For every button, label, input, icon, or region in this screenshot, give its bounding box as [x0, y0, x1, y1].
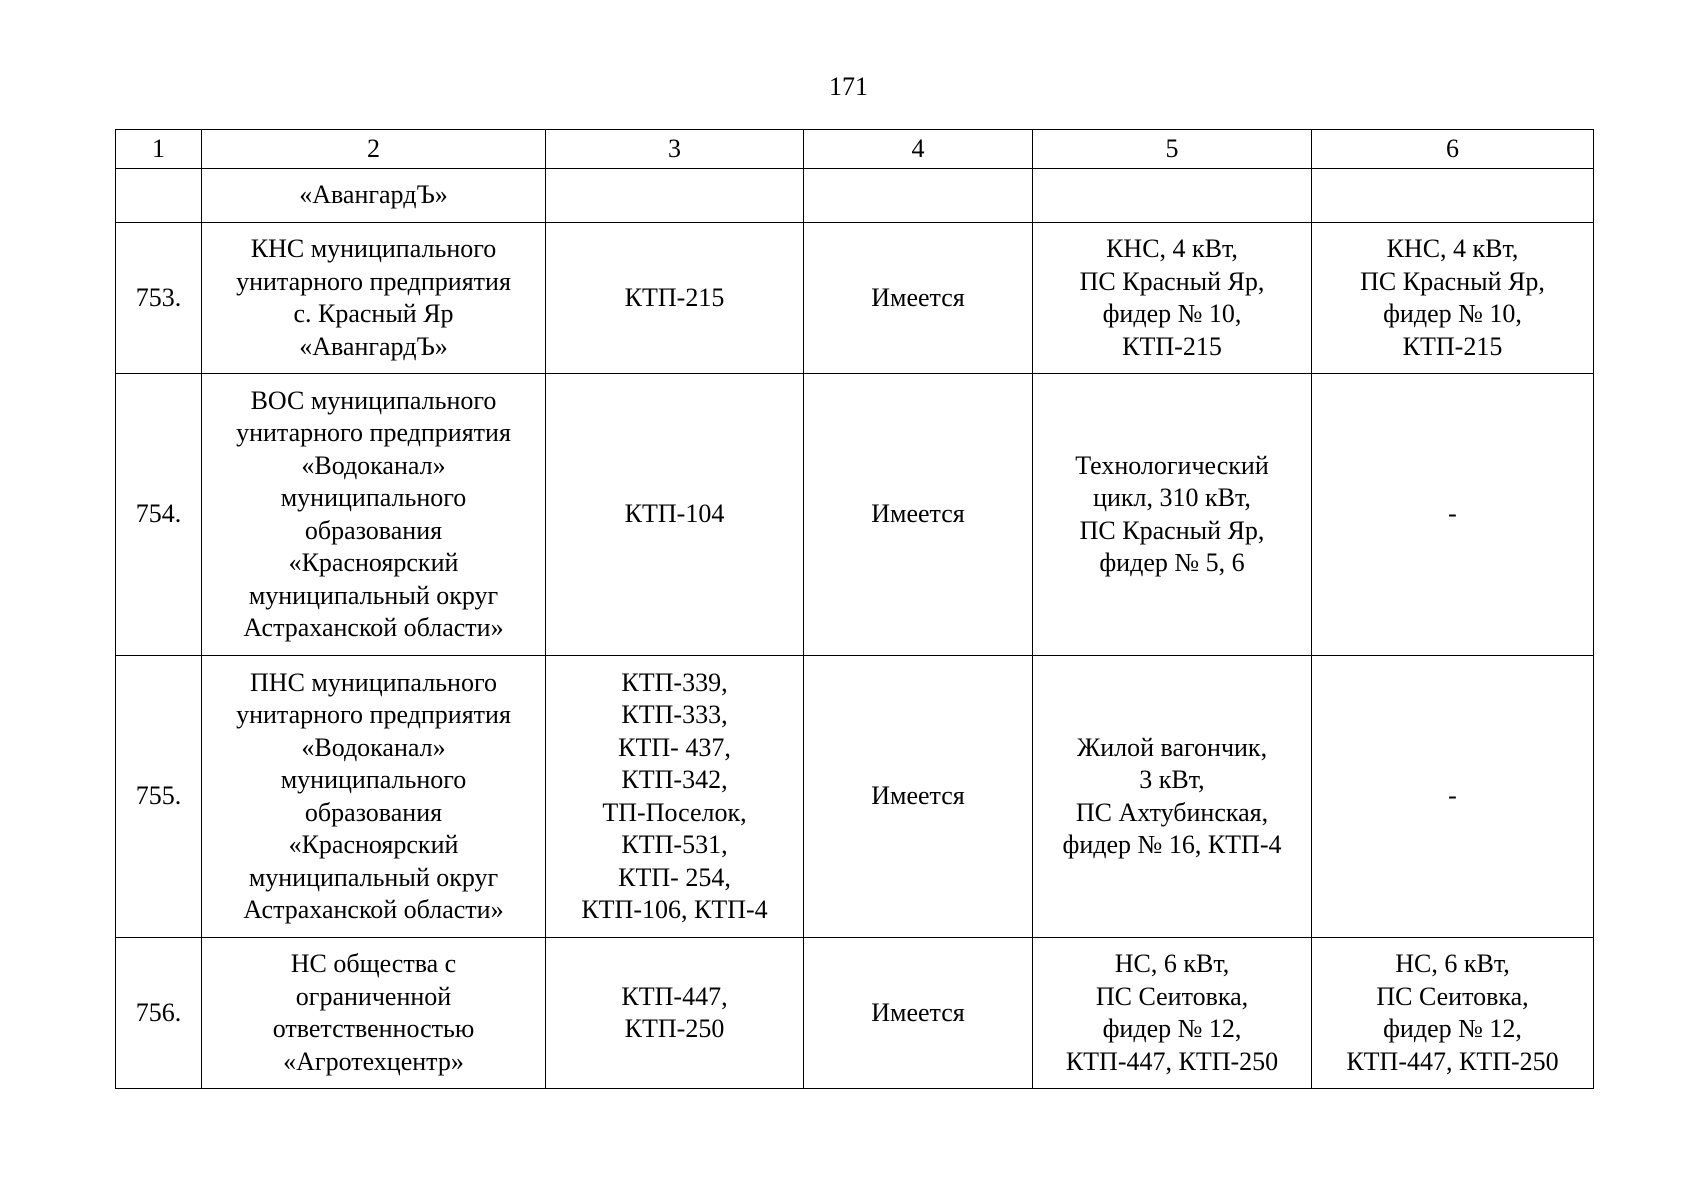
backup-cell: КНС, 4 кВт, ПС Красный Яр, фидер № 10, КТП-215: [1312, 223, 1594, 374]
header-cell: 6: [1312, 130, 1594, 169]
row-number-cell: 754.: [116, 374, 202, 656]
status-cell: [804, 169, 1033, 223]
load-cell: [1033, 169, 1312, 223]
table-header-row: [116, 130, 1594, 169]
table-row: [116, 169, 1594, 223]
row-number-cell: 753.: [116, 223, 202, 374]
backup-cell: -: [1312, 656, 1594, 938]
facility-name-cell: «АвангардЪ»: [202, 169, 546, 223]
table-row: [116, 223, 1594, 374]
load-cell: НС, 6 кВт, ПС Сеитовка, фидер № 12, КТП-447, КТП-250: [1033, 938, 1312, 1089]
header-cell: 5: [1033, 130, 1312, 169]
load-cell: Технологический цикл, 310 кВт, ПС Красный Яр, фидер № 5, 6: [1033, 374, 1312, 656]
status-cell: Имеется: [804, 374, 1033, 656]
row-number-cell: 756.: [116, 938, 202, 1089]
table-row: [116, 656, 1594, 938]
substation-cell: [546, 169, 804, 223]
load-cell: КНС, 4 кВт, ПС Красный Яр, фидер № 10, КТП-215: [1033, 223, 1312, 374]
status-cell: Имеется: [804, 656, 1033, 938]
substation-cell: КТП-447, КТП-250: [546, 938, 804, 1089]
page-number: 171: [829, 72, 868, 101]
backup-cell: [1312, 169, 1594, 223]
substation-cell: КТП-339, КТП-333, КТП- 437, КТП-342, ТП-Поселок, КТП-531, КТП- 254, КТП-106, КТП-4: [546, 656, 804, 938]
substation-cell: КТП-104: [546, 374, 804, 656]
backup-cell: НС, 6 кВт, ПС Сеитовка, фидер № 12, КТП-447, КТП-250: [1312, 938, 1594, 1089]
facility-name-cell: ВОС муниципального унитарного предприятия «Водоканал» муниципального образования «Красноярский муниципальный округ Астраханской области»: [202, 374, 546, 656]
table-row: [116, 938, 1594, 1089]
data-table: [115, 129, 1594, 1089]
substation-cell: КТП-215: [546, 223, 804, 374]
header-cell: 4: [804, 130, 1033, 169]
load-cell: Жилой вагончик, 3 кВт, ПС Ахтубинская, фидер № 16, КТП-4: [1033, 656, 1312, 938]
header-cell: 1: [116, 130, 202, 169]
backup-cell: -: [1312, 374, 1594, 656]
facility-name-cell: КНС муниципального унитарного предприятия с. Красный Яр «АвангардЪ»: [202, 223, 546, 374]
status-cell: Имеется: [804, 938, 1033, 1089]
header-cell: 3: [546, 130, 804, 169]
row-number-cell: 755.: [116, 656, 202, 938]
facility-name-cell: ПНС муниципального унитарного предприятия «Водоканал» муниципального образования «Красноярский муниципальный округ Астраханской области»: [202, 656, 546, 938]
header-cell: 2: [202, 130, 546, 169]
table-row: [116, 374, 1594, 656]
status-cell: Имеется: [804, 223, 1033, 374]
row-number-cell: [116, 169, 202, 223]
facility-name-cell: НС общества с ограниченной ответственностью «Агротехцентр»: [202, 938, 546, 1089]
